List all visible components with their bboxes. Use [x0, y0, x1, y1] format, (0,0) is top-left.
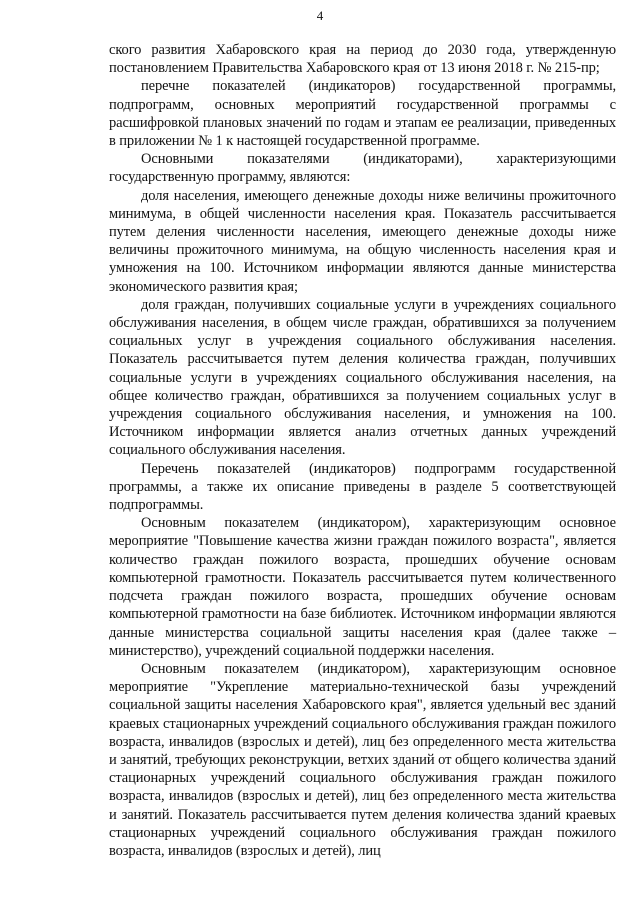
paragraph-indicator-elderly-computer: Основным показателем (индикатором), характеризующим основное мероприятие "Повышение качества жизни граждан пожилого возраста", является количество граждан пожилого возраста, прошедших обучение основам компьютерной грамотности. Показатель рассчитывается путем количественного подсчета граждан пожилого возраста, прошедших обучение основам компьютерной грамотности на базе библиотек. Источником информации являются данные министерства социальной защиты населения края (далее также – министерство), учреждений социальной поддержки населения.: [109, 515, 616, 659]
paragraph-subprogram-indicators: Перечень показателей (индикаторов) подпрограмм государственной программы, а также их описание приведены в разделе 5 соответствующей подпрограммы.: [109, 460, 616, 514]
page-number: 4: [316, 8, 324, 23]
paragraph-indicator-social-services: доля граждан, получивших социальные услуги в учреждениях социального обслуживания населения, в общем числе граждан, обратившихся за получением социальных услуг в учреждения социального обслуживания населения. Показатель рассчитывается путем деления количества граждан, получивших социальные услуги в учреждениях социального обслуживания населения, на общее количество граждан, обратившихся за получением социальных услуг в учреждения социального обслуживания населения, и умножения на 100. Источником информации является анализ отчетных данных учреждений социального обслуживания населения.: [109, 296, 616, 459]
paragraph-indicator-list: перечне показателей (индикаторов) государственной программы, подпрограмм, основных мероприятий государственной программы с расшифровкой плановых значений по годам и этапам ее реализации, приведенных в приложении № 1 к настоящей государственной программе.: [109, 78, 616, 150]
paragraph-main-indicators-intro: Основными показателями (индикаторами), характеризующими государственную программу, являются:: [109, 151, 616, 186]
paragraph-continuation: ского развития Хабаровского края на период до 2030 года, утвержденную постановлением Правительства Хабаровского края от 13 июня 2018 г. № 215-пр;: [109, 42, 616, 77]
paragraph-indicator-income: доля населения, имеющего денежные доходы ниже величины прожиточного минимума, в общей численности населения края. Показатель рассчитывается путем деления численности населения, имеющего денежные доходы ниже величины прожиточного минимума, на общую численность населения края и умножения на 100. Источником информации являются данные министерства экономического развития края;: [109, 187, 616, 295]
paragraph-indicator-buildings: Основным показателем (индикатором), характеризующим основное мероприятие "Укрепление материально-технической базы учреждений социальной защиты населения Хабаровского края", является удельный вес зданий краевых стационарных учреждений социального обслуживания граждан пожилого возраста, инвалидов (взрослых и детей), лиц без определенного места жительства и занятий, требующих реконструкции, ветхих зданий от общего количества зданий стационарных учреждений социального обслуживания граждан пожилого возраста, инвалидов (взрослых и детей), лиц без определенного места жительства и занятий. Показатель рассчитывается путем деления количества зданий краевых стационарных учреждений социального обслуживания граждан пожилого возраста, инвалидов (взрослых и детей), лиц: [109, 660, 616, 859]
document-body: [109, 41, 616, 860]
